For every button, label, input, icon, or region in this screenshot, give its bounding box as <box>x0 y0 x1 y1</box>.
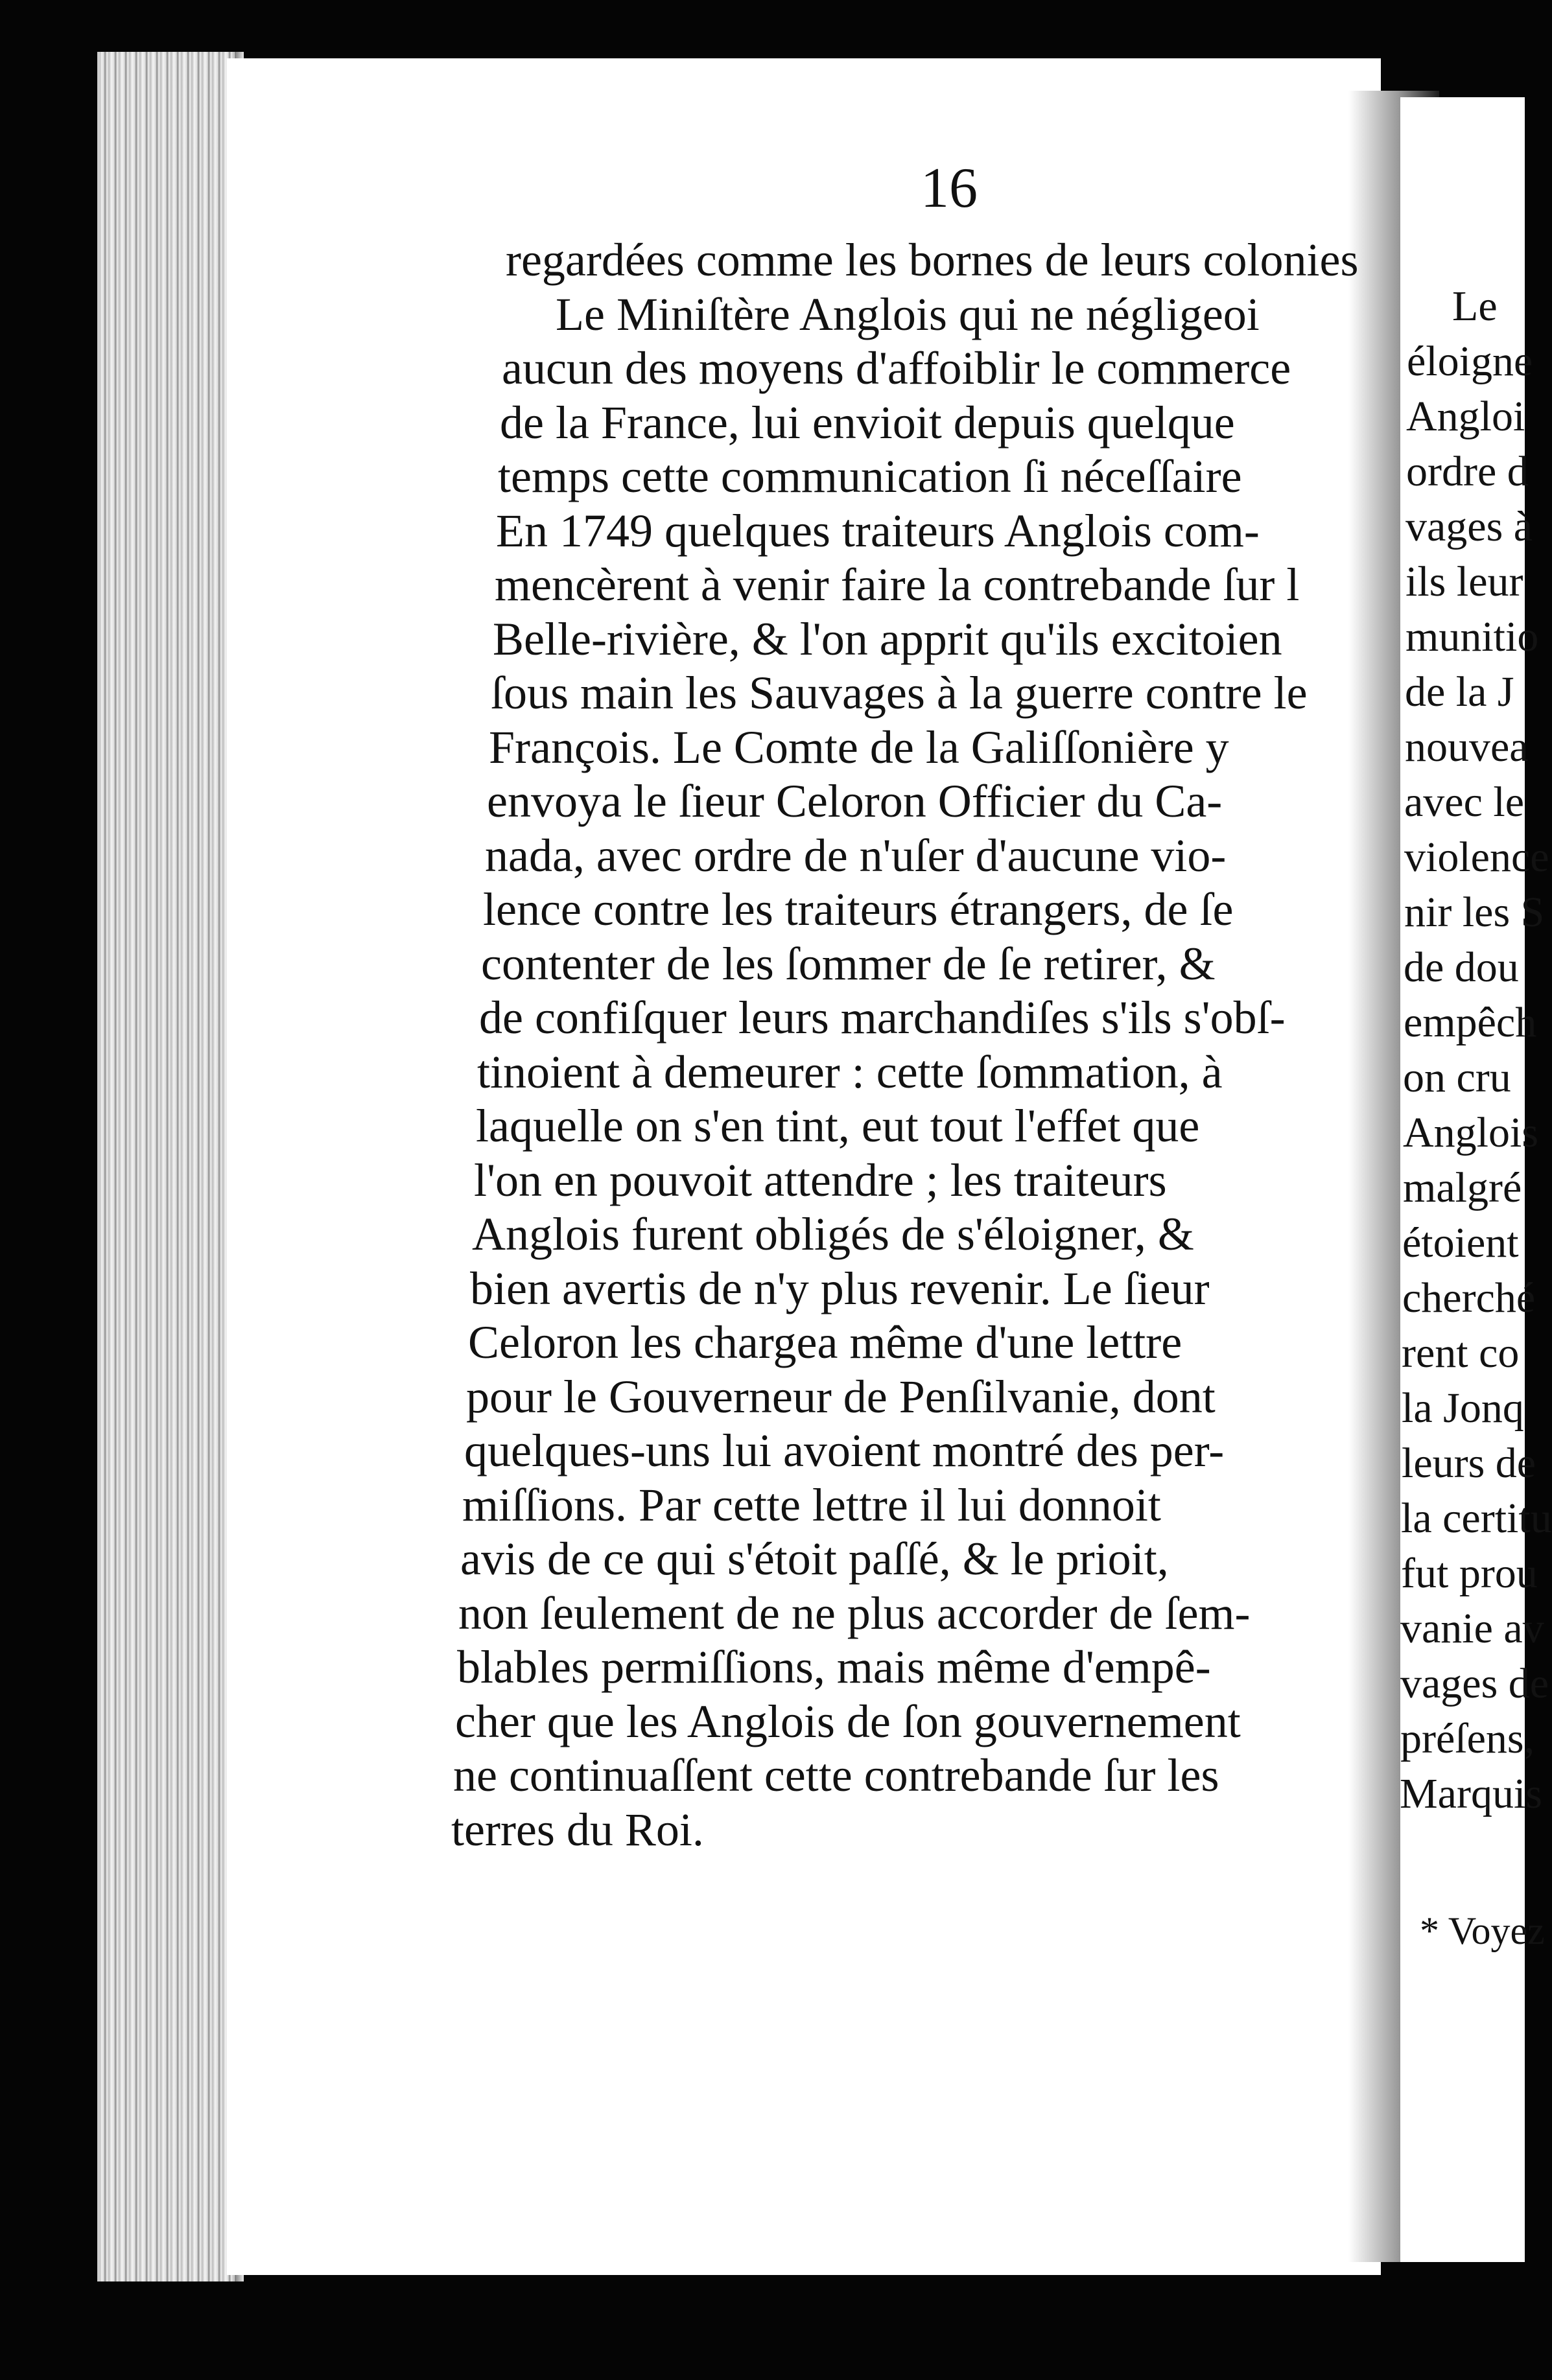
facing-page-line: munitio <box>1405 613 1539 660</box>
facing-page-line: cherché <box>1402 1274 1536 1322</box>
facing-page-line: vanie av <box>1400 1605 1544 1652</box>
facing-page-line: leurs de <box>1402 1440 1536 1487</box>
facing-page-line: rent co <box>1402 1329 1520 1377</box>
text-line: Belle-rivière, & l'on apprit qu'ils excitoien <box>493 612 1282 665</box>
facing-page-line: malgré <box>1403 1164 1522 1211</box>
text-line: envoya le ſieur Celoron Officier du Ca- <box>487 775 1223 827</box>
text-line: terres du Roi. <box>451 1803 704 1856</box>
text-line: blables permiſſions, mais même d'empê- <box>457 1641 1211 1693</box>
facing-page-line: nouvea <box>1405 723 1529 771</box>
text-line: contenter de les ſommer de ſe retirer, & <box>481 937 1216 990</box>
text-line: nada, avec ordre de n'uſer d'aucune vio- <box>485 829 1227 881</box>
facing-page-line: étoient <box>1402 1219 1519 1266</box>
facing-page-line: préſens, <box>1400 1715 1535 1762</box>
text-line: lence contre les traiteurs étrangers, de ſe <box>483 883 1234 935</box>
facing-page-line: la Jonq <box>1402 1384 1524 1432</box>
facing-page-line: fut prou <box>1401 1550 1538 1597</box>
text-line: laquelle on s'en tint, eut tout l'effet que <box>476 1100 1200 1152</box>
text-line: En 1749 quelques traiteurs Anglois com- <box>496 504 1260 557</box>
text-line: Anglois furent obligés de s'éloigner, & <box>472 1208 1194 1260</box>
facing-page <box>1400 97 1552 2262</box>
facing-page-line: de la J <box>1405 668 1514 716</box>
text-line: miſſions. Par cette lettre il lui donnoit <box>462 1478 1161 1531</box>
facing-page-line: la certitu <box>1401 1495 1552 1542</box>
facing-page-line: nir les S <box>1404 889 1545 936</box>
page-edges <box>97 52 237 2281</box>
text-line: bien avertis de n'y plus revenir. Le ſieur <box>470 1262 1210 1314</box>
page-number: 16 <box>921 157 978 220</box>
facing-page-line: Angloi <box>1406 393 1525 440</box>
text-line: regardées comme les bornes de leurs colonies <box>506 234 1359 286</box>
text-line: pour le Gouverneur de Penſilvanie, dont <box>466 1370 1216 1423</box>
text-line: non ſeulement de ne plus accorder de ſem- <box>458 1587 1251 1639</box>
text-line: temps cette communication ſi néceſſaire <box>498 450 1242 502</box>
facing-page-line: on cru <box>1403 1054 1511 1101</box>
text-line: ne continuaſſent cette contrebande ſur les <box>453 1749 1219 1801</box>
facing-page-line: Marquis <box>1400 1770 1542 1817</box>
text-line: de confiſquer leurs marchandiſes s'ils s'obſ- <box>479 992 1286 1044</box>
text-line: Celoron les chargea même d'une lettre <box>468 1316 1182 1368</box>
facing-page-line: vages de <box>1400 1660 1549 1707</box>
facing-page-line: de dou <box>1404 944 1519 991</box>
text-line: de la France, lui envioit depuis quelque <box>500 396 1235 449</box>
text-line: quelques-uns lui avoient montré des per- <box>464 1425 1225 1476</box>
text-line: l'on en pouvoit attendre ; les traiteurs <box>474 1154 1167 1206</box>
footnote-marker: * Voyez <box>1420 1909 1545 1952</box>
text-line: cher que les Anglois de ſon gouvernement <box>455 1695 1241 1747</box>
facing-page-line: Le <box>1452 283 1498 330</box>
text-line: François. Le Comte de la Galiſſonière y <box>489 721 1229 773</box>
text-line: aucun des moyens d'affoiblir le commerce <box>502 342 1291 394</box>
text-line: mencèrent à venir faire la contrebande ſur l <box>495 559 1300 611</box>
text-line: avis de ce qui s'étoit paſſé, & le prioit, <box>460 1533 1169 1585</box>
facing-page-line: vages à <box>1405 503 1533 550</box>
facing-page-line: éloigne <box>1407 338 1533 385</box>
text-line: Le Miniſtère Anglois qui ne négligeoi <box>556 288 1260 340</box>
facing-page-line: violence <box>1404 834 1549 881</box>
facing-page-line: ils leur <box>1405 558 1523 605</box>
facing-page-line: avec le <box>1404 778 1525 826</box>
facing-page-line: Anglois <box>1403 1109 1539 1156</box>
text-line: ſous main les Sauvages à la guerre contre le <box>491 667 1308 719</box>
text-line: tinoient à demeurer : cette ſommation, à <box>477 1045 1223 1098</box>
facing-page-line: ordre d <box>1406 448 1529 495</box>
facing-page-line: empêch <box>1404 999 1537 1046</box>
